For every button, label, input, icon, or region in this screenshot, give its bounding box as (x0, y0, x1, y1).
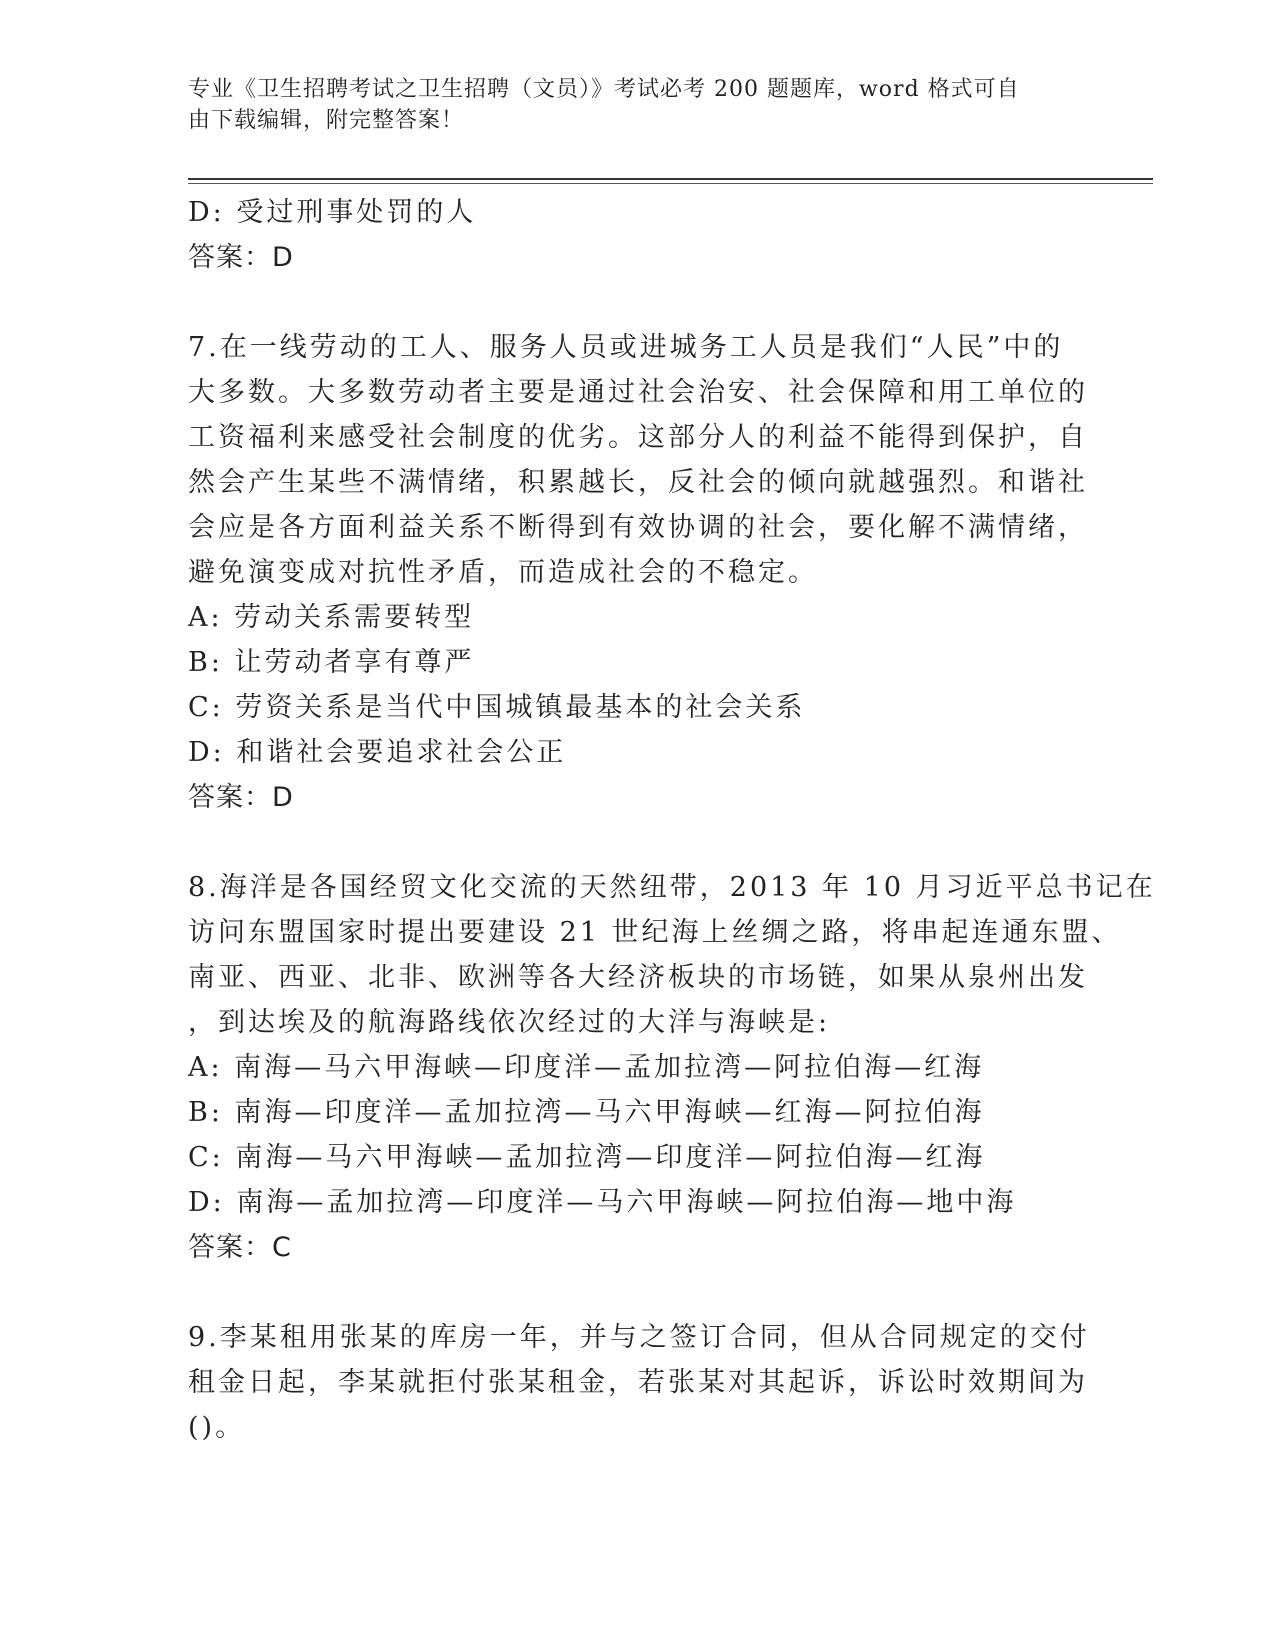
header-divider-thin (188, 183, 1153, 184)
question-text-line: 避免演变成对抗性矛盾，而造成社会的不稳定。 (188, 557, 818, 588)
header-line: 由下载编辑，附完整答案！ (188, 108, 465, 133)
question-text-line: 9.李某租用张某的库房一年，并与之签订合同，但从合同规定的交付 (188, 1322, 1090, 1353)
option-d: D: 受过刑事处罚的人 (188, 197, 477, 228)
question-text-line: 然会产生某些不满情绪，积累越长，反社会的倾向就越强烈。和谐社 (188, 467, 1088, 498)
header-divider (188, 178, 1153, 180)
question-text-line: 租金日起，李某就拒付张某租金，若张某对其起诉，诉讼时效期间为 (188, 1367, 1088, 1398)
document-body (188, 190, 1156, 1450)
question-8 (188, 865, 1156, 1270)
question-text-line: 访问东盟国家时提出要建设 21 世纪海上丝绸之路，将串起连通东盟、 (188, 917, 1122, 948)
option-b: B: 让劳动者享有尊严 (188, 647, 475, 678)
answer-line: 答案：D (188, 782, 294, 813)
question-9 (188, 1315, 1088, 1450)
spacer (188, 280, 1088, 325)
option-c: C: 南海—马六甲海峡—孟加拉湾—印度洋—阿拉伯海—红海 (188, 1142, 986, 1173)
question-text-line: ()。 (188, 1412, 246, 1443)
answer-line: 答案：D (188, 242, 294, 273)
question-text-line: 会应是各方面利益关系不断得到有效协调的社会，要化解不满情绪， (188, 512, 1088, 543)
header-line: 专业《卫生招聘考试之卫生招聘（文员）》考试必考 200 题题库，word 格式可自 (188, 77, 1020, 102)
question-text-line: 南亚、西亚、北非、欧洲等各大经济板块的市场链，如果从泉州出发 (188, 962, 1088, 993)
question-text-line: 7.在一线劳动的工人、服务人员或进城务工人员是我们“人民”中的 (188, 332, 1064, 363)
question-text-line: 8.海洋是各国经贸文化交流的天然纽带，2013 年 10 月习近平总书记在 (188, 872, 1156, 903)
option-d: D: 南海—孟加拉湾—印度洋—马六甲海峡—阿拉伯海—地中海 (188, 1187, 1017, 1218)
option-d: D: 和谐社会要追求社会公正 (188, 737, 567, 768)
question-text-line: 工资福利来感受社会制度的优劣。这部分人的利益不能得到保护，自 (188, 422, 1088, 453)
option-b: B: 南海—印度洋—孟加拉湾—马六甲海峡—红海—阿拉伯海 (188, 1097, 985, 1128)
spacer (188, 820, 1088, 865)
question-text-line: ，到达埃及的航海路线依次经过的大洋与海峡是: (188, 1007, 831, 1038)
option-a: A: 劳动关系需要转型 (188, 602, 475, 633)
option-c: C: 劳资关系是当代中国城镇最基本的社会关系 (188, 692, 806, 723)
option-a: A: 南海—马六甲海峡—印度洋—孟加拉湾—阿拉伯海—红海 (188, 1052, 985, 1083)
document-header (188, 74, 1068, 136)
answer-line: 答案：C (188, 1232, 292, 1263)
spacer (188, 1270, 1088, 1315)
question-7 (188, 325, 1088, 820)
question-text-line: 大多数。大多数劳动者主要是通过社会治安、社会保障和用工单位的 (188, 377, 1088, 408)
